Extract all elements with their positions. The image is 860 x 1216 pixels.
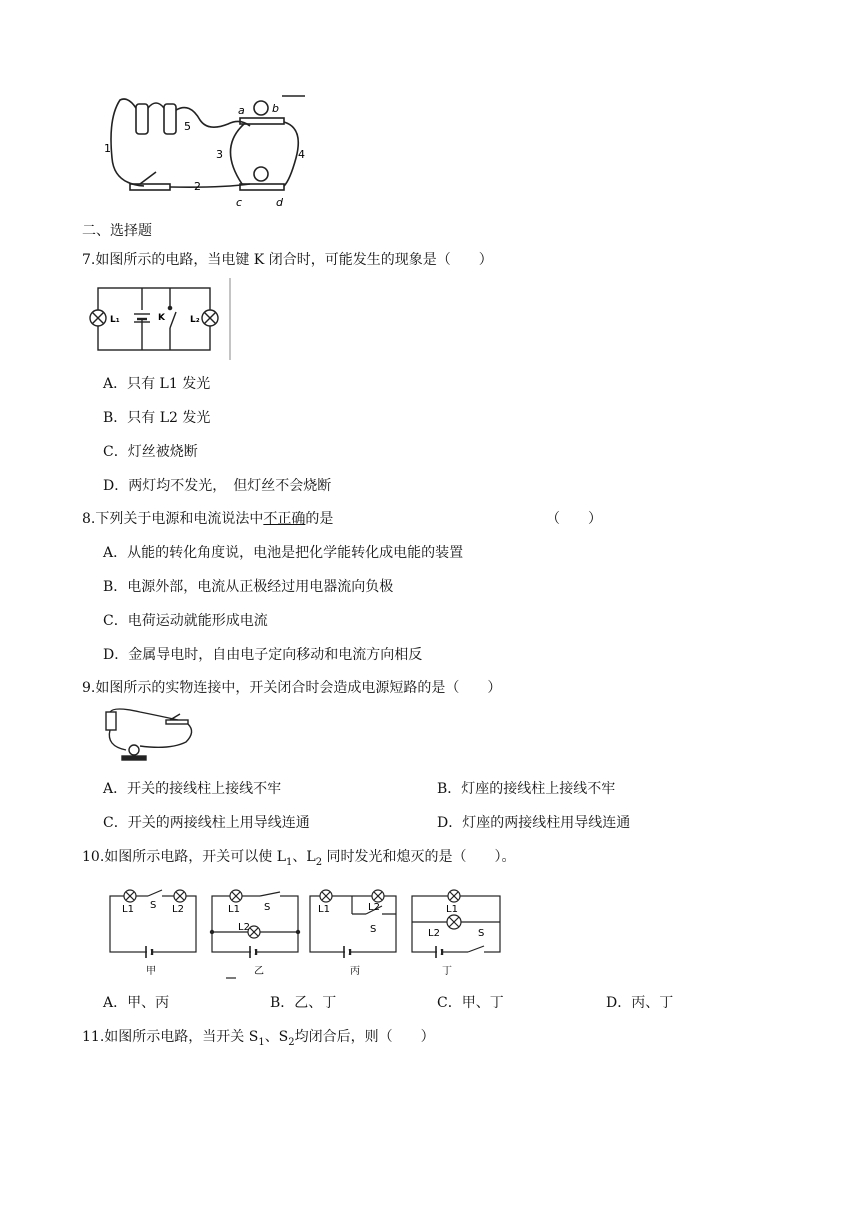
label-1: 1 [104, 142, 111, 155]
yi-label-s: S [264, 902, 271, 913]
ding-label-s: S [478, 928, 485, 939]
label-4: 4 [298, 148, 305, 161]
label-3: 3 [216, 148, 223, 161]
label-ding: 丁 [442, 966, 452, 977]
q9-option-c: C．开关的两接线柱上用导线连通 [103, 815, 310, 831]
q10-option-a: A．甲、丙 [103, 995, 170, 1011]
label-bing: 丙 [350, 966, 360, 977]
q10-sub-2: 2 [315, 856, 323, 868]
section-title: 二、选择题 [82, 223, 152, 239]
q7-option-d: D．两灯均不发光， 但灯丝不会烧断 [103, 478, 332, 494]
q10-option-c: C．甲、丁 [437, 995, 504, 1011]
q7-option-c: C．灯丝被烧断 [103, 444, 198, 460]
label-b: b [272, 102, 279, 115]
label-c: c [236, 196, 243, 209]
q10-stem [82, 846, 516, 868]
q10-stem-pre: 10.如图所示电路，开关可以使 L [82, 849, 287, 865]
q9-stem: 9.如图所示的实物连接中，开关闭合时会造成电源短路的是（ ） [82, 680, 502, 696]
bing-label-s: S [370, 924, 377, 935]
jia-label-l1: L1 [122, 904, 134, 915]
label-d: d [276, 196, 283, 209]
q8-option-a: A．从能的转化角度说，电池是把化学能转化成电能的装置 [103, 545, 464, 561]
q10-circuits-figure [104, 882, 504, 982]
q7-label-l1: L₁ [110, 315, 120, 325]
q11-stem [82, 1026, 435, 1048]
label-jia: 甲 [146, 966, 156, 977]
q8-answer-paren: （ ） [546, 511, 602, 527]
q11-sub-1: 1 [258, 1036, 265, 1048]
yi-label-l1: L1 [228, 904, 240, 915]
q9-option-a: A．开关的接线柱上接线不牢 [103, 781, 282, 797]
ding-label-l2: L2 [428, 928, 440, 939]
q8-stem-underlined: 不正确 [263, 511, 306, 527]
q9-option-b: B．灯座的接线柱上接线不牢 [437, 781, 616, 797]
label-2: 2 [194, 180, 201, 193]
q7-option-b: B．只有 L2 发光 [103, 410, 211, 426]
q11-stem-mid: 、S [264, 1029, 289, 1045]
q11-sub-2: 2 [288, 1036, 295, 1048]
q8-option-d: D．金属导电时，自由电子定向移动和电流方向相反 [103, 647, 423, 663]
q10-stem-mid: 、L [292, 849, 316, 865]
q7-option-a: A．只有 L1 发光 [103, 376, 211, 392]
q7-label-k: K [158, 313, 165, 323]
bing-label-l1: L1 [318, 904, 330, 915]
label-a: a [238, 104, 245, 117]
label-yi: 乙 [254, 966, 264, 977]
physical-circuit-figure [100, 88, 315, 213]
q10-sub-1: 1 [286, 856, 293, 868]
q10-option-d: D．丙、丁 [606, 995, 674, 1011]
q7-stem: 7.如图所示的电路，当电键 K 闭合时，可能发生的现象是（ ） [82, 252, 493, 268]
yi-label-l2: L2 [238, 922, 250, 933]
q8-stem-pre: 8.下列关于电源和电流说法中 [82, 511, 264, 527]
q8-stem-post: 的是 [305, 511, 334, 527]
q8-option-c: C．电荷运动就能形成电流 [103, 613, 268, 629]
q7-label-l2: L₂ [190, 315, 200, 325]
jia-label-l2: L2 [172, 904, 184, 915]
q9-physical-figure [100, 706, 200, 764]
q8-stem [82, 508, 333, 528]
ding-label-l1: L1 [446, 904, 458, 915]
q8-option-b: B．电源外部，电流从正极经过用电器流向负极 [103, 579, 394, 595]
label-5: 5 [184, 120, 191, 133]
q9-option-d: D．灯座的两接线柱用导线连通 [437, 815, 631, 831]
q11-stem-pre: 11.如图所示电路，当开关 S [82, 1029, 259, 1045]
q10-stem-post: 同时发光和熄灭的是（ ）。 [322, 849, 516, 865]
q11-stem-post: 均闭合后，则（ ） [294, 1029, 435, 1045]
q7-circuit-figure [86, 278, 236, 360]
q10-option-b: B．乙、丁 [270, 995, 337, 1011]
jia-label-s: S [150, 900, 157, 911]
bing-label-l2: L2 [368, 902, 380, 913]
